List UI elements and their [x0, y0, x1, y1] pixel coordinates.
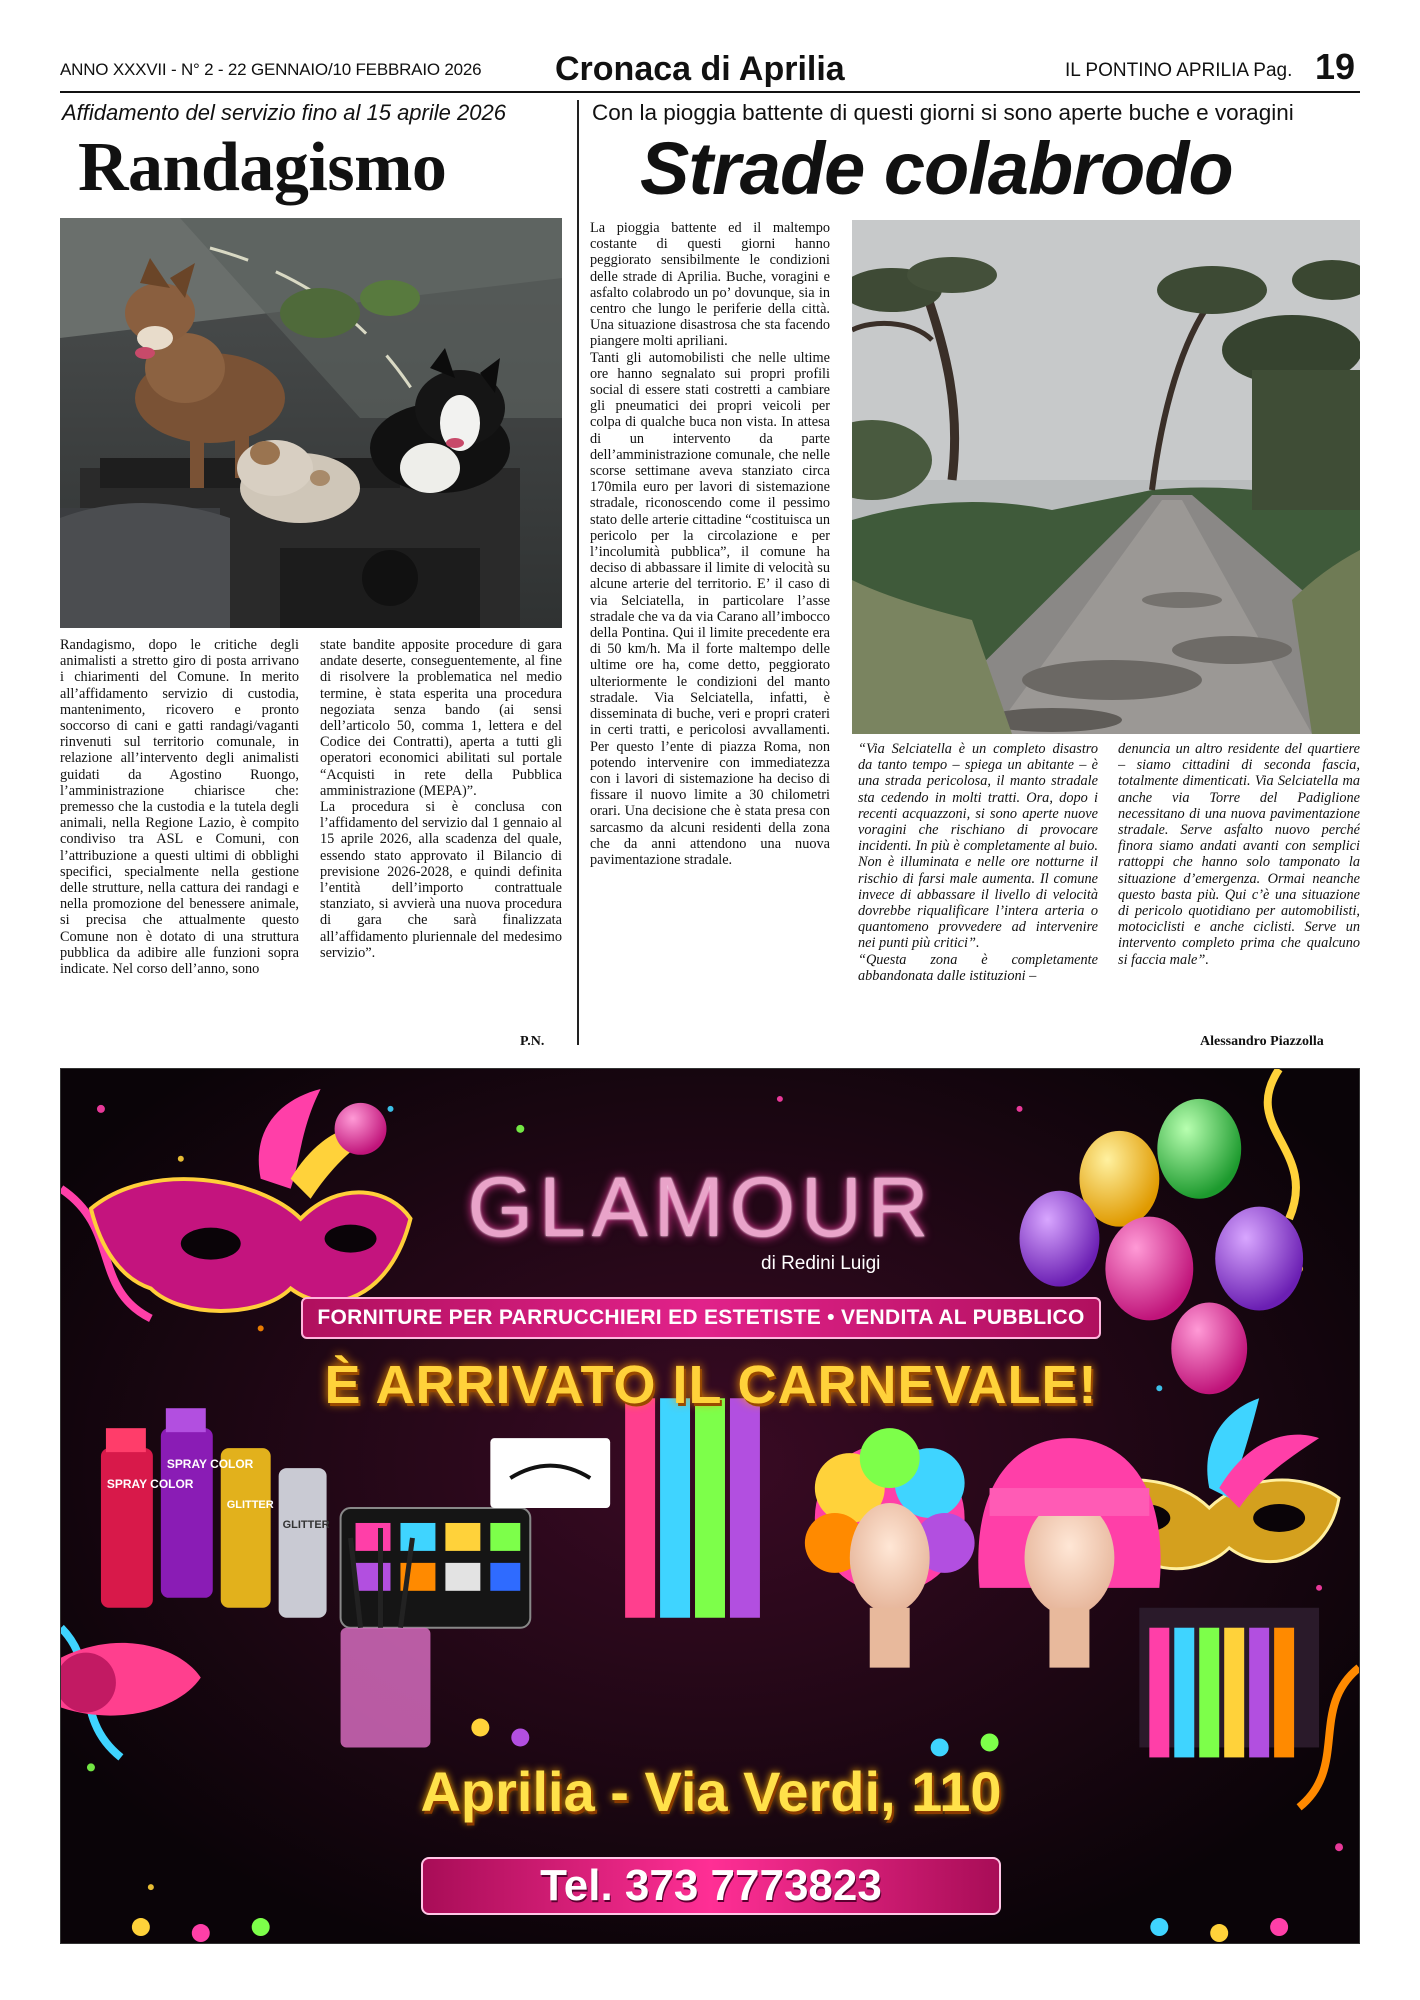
page-number: 19	[1315, 46, 1356, 87]
header-rule	[60, 91, 1360, 93]
section-title: Cronaca di Aprilia	[555, 50, 845, 88]
ad-address: Aprilia - Via Verdi, 110	[420, 1760, 1002, 1823]
ad-phone: Tel. 373 7773823	[540, 1861, 882, 1910]
left-article-column-1	[60, 637, 299, 1047]
spray-can-label: GLITTER	[226, 1498, 274, 1511]
right-article-column-2	[858, 741, 1098, 1051]
ad-headline: È ARRIVATO IL CARNEVALE!	[324, 1355, 1098, 1415]
right-article-paragraph: denuncia un altro residente del quartiere – siamo cittadini di seconda fascia, totalmente dimenticati. Via Selciatella ma anche via Torre del Padiglione necessitano di una nuova pavimentazione stradale. Serve asfalto nuovo perché finora siamo andati avanti con semplici rattoppi che hanno solo tamponato la situazione d’emergenza. Ormai neanche questo basta più. Qui c’è una situazione di pericolo quotidiano per automobilisti, motociclisti e anche ciclisti. Serve un intervento completo prima che qualcuno si faccia male”.	[1118, 741, 1360, 968]
publication-name: IL PONTINO APRILIA Pag.	[1065, 60, 1293, 81]
left-article-paragraph: Randagismo, dopo le critiche degli animalisti a stretto giro di posta arrivano i chiarimenti del Comune. In merito all’affidamento servizio di custodia, mantenimento, ricovero e pronto soccorso di cani e gatti randagi/vaganti rinvenuti sul territorio comunale, in relazione all’intervento degli animalisti guidati da Agostino Ruongo, l’amministrazione chiarisce che: premesso che la custodia e la tutela degli animali, nella Regione Lazio, è compito condiviso tra ASL e Comuni, con l’attribuzione a questi ultimi di obblighi specifici, specialmente nella gestione delle strutture, nella cattura dei randagi e nella promozione del benessere animale, si precisa che attualmente questo Comune non è dotato di una struttura pubblica da adibire alle funzioni sopra indicate. Nel corso dell’anno, sono	[60, 637, 299, 978]
spray-can-label: GLITTER	[282, 1518, 330, 1531]
right-article-paragraph: “Via Selciatella è un completo disastro da tanto tempo – spiega un abitante – è una strada pericolosa, il manto stradale sta cedendo in molti tratti. Ora, dopo i recenti acquazzoni, si sono aperte nuove voragini che rischiano di provocare incidenti. In più è completamente al buio. Non è illuminata e nelle ore notturne il rischio di farsi male aumenta. Il comune invece di abbassare il livello di velocità dovrebbe riqualificare l’intera arteria o quantomeno provvedere ad intervenire nei punti più critici”.	[858, 741, 1098, 952]
spray-can-label: SPRAY COLOR	[106, 1477, 194, 1492]
spray-can-label: SPRAY COLOR	[166, 1457, 254, 1472]
right-article-signature: Alessandro Piazzolla	[1200, 1034, 1324, 1049]
right-article-title: Strade colabrodo	[640, 127, 1233, 210]
right-article-column-3	[1118, 741, 1360, 1041]
left-article-paragraph: La procedura si è conclusa con l’affidamento del servizio dal 1 gennaio al 15 aprile 2026, alla scadenza del quale, essendo stato approvato il Bilancio di previsione 2026-2028, e quindi definita l’entità dell’importo contrattuale stanziato, si avvierà una nuova procedura di gara che sarà finalizzata all’affidamento pluriennale del medesimo servizio”.	[320, 799, 562, 961]
right-article-column-1	[590, 220, 830, 1050]
left-article-paragraph: state bandite apposite procedure di gara andate deserte, conseguentemente, al fine di risolvere la problematica nel medio termine, è stata esperita una procedura negoziata senza bando (ai sensi dell’articolo 50, comma 1, lettera e del Codice dei Contratti), aperta a tutti gli operatori economici abilitati sul portale “Acquisti in rete della Pubblica amministrazione (MEPA)”.	[320, 637, 562, 799]
glamour-logo: GLAMOUR	[467, 1160, 935, 1254]
left-article-signature: P.N.	[520, 1034, 545, 1049]
glamour-advertisement	[60, 1068, 1360, 1944]
column-divider	[577, 100, 579, 1045]
right-article-kicker: Con la pioggia battente di questi giorni si sono aperte buche e voragini	[592, 100, 1294, 125]
left-article-title: Randagismo	[78, 129, 447, 206]
ad-tagline-banner: FORNITURE PER PARRUCCHIERI ED ESTETISTE • VENDITA AL PUBBLICO	[301, 1297, 1101, 1339]
right-article-paragraph: La pioggia battente ed il maltempo costante di questi giorni hanno peggiorato sensibilmente le condizioni delle strade di Aprilia. Buche, voragini e asfalto colabrodo un po’ dovunque, sia in centro che lungo le periferie della città. Una situazione disastrosa che sta facendo piangere molti apriliani.	[590, 220, 830, 350]
right-article-paragraph: “Questa zona è completamente abbandonata dalle istituzioni –	[858, 951, 1098, 984]
left-article-kicker: Affidamento del servizio fino al 15 aprile 2026	[62, 100, 506, 125]
road-photo	[852, 220, 1360, 734]
ad-owner: di Redini Luigi	[761, 1253, 881, 1274]
dogs-photo	[60, 218, 562, 628]
right-article-paragraph: Tanti gli automobilisti che nelle ultime ore hanno segnalato sui propri profili social di essere stati costretti a cambiare gli pneumatici dei propri veicoli per colpa di qualche buca non vista. In attesa di un intervento da parte dell’amministrazione comunale, che nelle scorse settimane aveva stanziato circa 170mila euro per lavori di sistemazione stradale, riconoscendo come il pessimo stato delle arterie cittadine “costituisca un pericolo per la circolazione e per l’incolumità pubblica”, il comune ha deciso di abbassare il limite di velocità su alcune arterie del territorio. E’ il caso di via Selciatella, in particolare l’asse stradale che va da via Carano all’imbocco della Pontina. Qui il limite precedente era di 50 km/h. Ma il forte maltempo delle ultime ore ha, come detto, peggiorato ulteriormente le condizioni del manto stradale. Via Selciatella, infatti, è disseminata di buche, veri e propri crateri in certi tratti, e pericolosi avvallamenti. Per questo l’ente di piazza Roma, non potendo intervenire con immediatezza con i lavori di sistemazione ha deciso di fissare il nuovo limite a 30 chilometri orari. Una decisione che è stata presa con sarcasmo da alcuni residenti della zona che da anni attendono una nuova pavimentazione stradale.	[590, 349, 830, 868]
left-article-column-2	[320, 637, 562, 1027]
issue-info: ANNO XXXVII - N° 2 - 22 GENNAIO/10 FEBBRAIO 2026	[60, 60, 482, 79]
